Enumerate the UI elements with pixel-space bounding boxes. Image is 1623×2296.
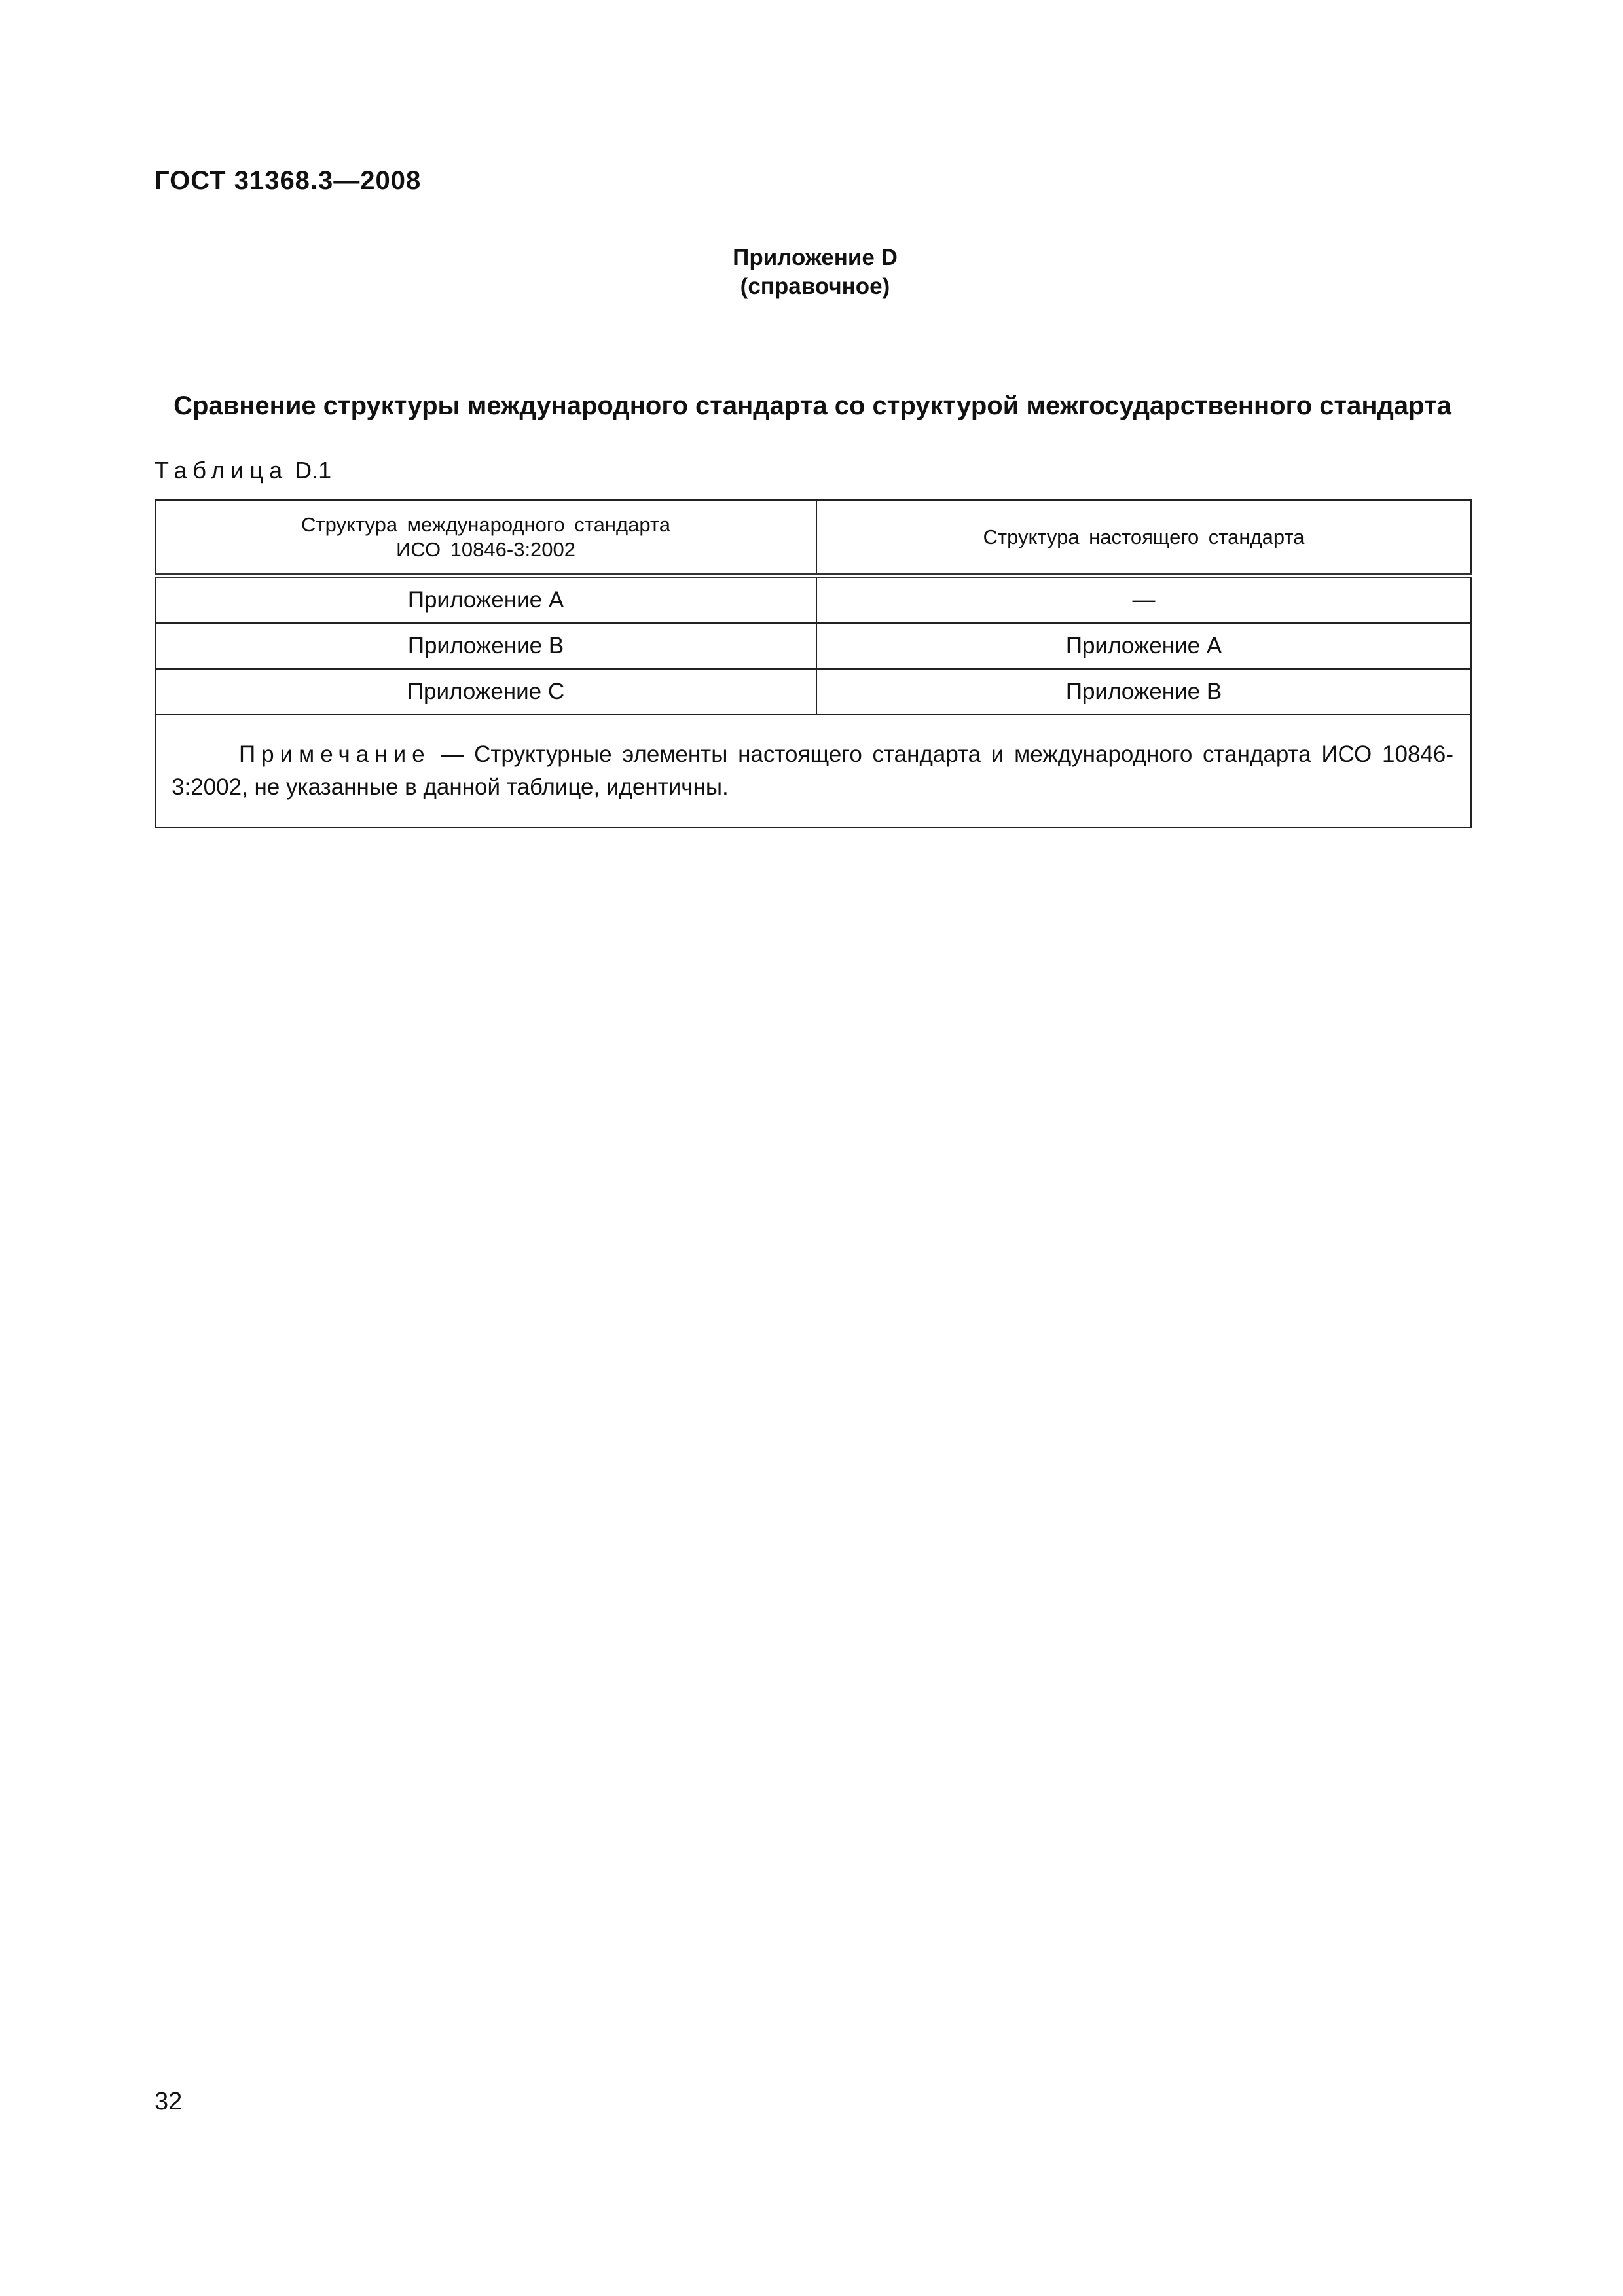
table-row [155, 576, 1471, 624]
comparison-table [155, 499, 1472, 828]
cell-international: Приложение А [155, 576, 816, 624]
document-number: ГОСТ 31368.3—2008 [155, 166, 422, 195]
header-international-line1: Структура международного стандарта [301, 512, 670, 536]
header-international-structure [155, 500, 816, 576]
section-title: Сравнение структуры международного стандарта со структурой межгосударственного стандарта [173, 391, 1451, 420]
page-number: 32 [155, 2088, 183, 2115]
table-caption-number: D.1 [295, 457, 332, 484]
cell-current: — [816, 576, 1471, 624]
table-caption-word: Таблица [155, 457, 289, 484]
table-row [155, 669, 1471, 715]
cell-current: Приложение В [816, 669, 1471, 715]
header-current-structure: Структура настоящего стандарта [816, 500, 1471, 576]
table-header-row [155, 500, 1471, 576]
table-note-row [155, 715, 1471, 827]
annex-heading [655, 243, 976, 301]
note-text: — Структурные элементы настоящего стандарта и международного стандарта ИСО 10846-3:2002, не указанные в данной таблице, идентичны. [172, 742, 1453, 800]
header-international-line2: ИСО 10846-3:2002 [395, 537, 576, 561]
annex-status: (справочное) [740, 274, 890, 299]
cell-international: Приложение В [155, 623, 816, 669]
note-label: Примечание [239, 742, 431, 767]
annex-title: Приложение D [733, 245, 898, 270]
cell-current: Приложение А [816, 623, 1471, 669]
table-note [155, 715, 1471, 827]
table-row [155, 623, 1471, 669]
cell-international: Приложение С [155, 669, 816, 715]
table-caption [155, 457, 331, 484]
